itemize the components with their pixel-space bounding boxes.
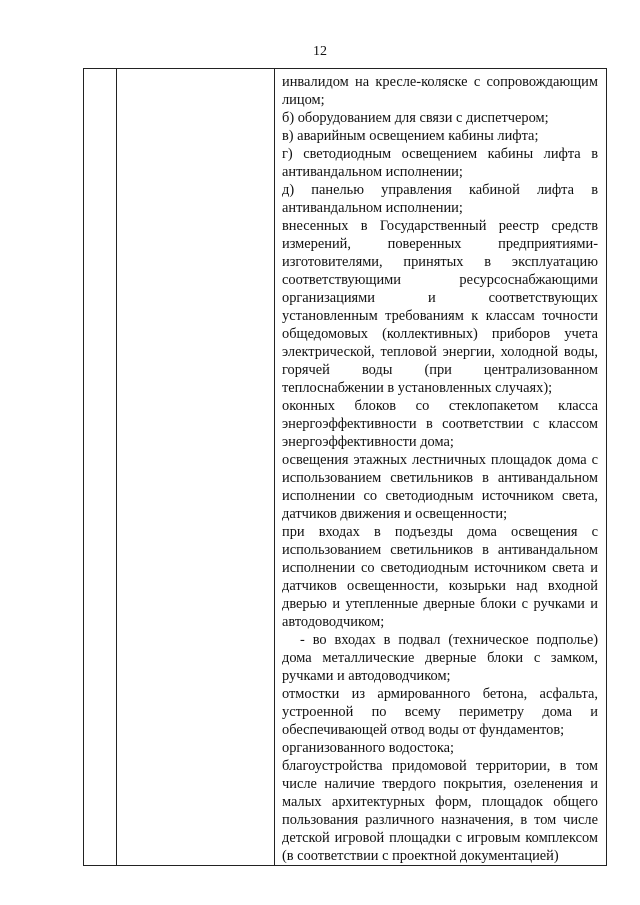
- paragraph: б) оборудованием для связи с диспетчером;: [282, 110, 549, 126]
- paragraph: - во входах в подвал (техническое подполье) дома металлические дверные блоки с замком, ручками и автодоводчиком;: [282, 632, 598, 684]
- description-text: [275, 69, 606, 865]
- table-cell-description: [275, 69, 607, 866]
- page-number: 12: [313, 44, 327, 59]
- table-cell-name: [117, 69, 275, 866]
- paragraph: в) аварийным освещением кабины лифта;: [282, 128, 539, 144]
- table-row: [84, 69, 607, 866]
- paragraph: инвалидом на кресле-коляске с сопровождающим лицом;: [282, 74, 598, 108]
- paragraph: оконных блоков со стеклопакетом класса энергоэффективности в соответствии с классом энергоэффективности дома;: [282, 398, 598, 450]
- paragraph: при входах в подъезды дома освещения с использованием светильников в антивандальном исполнении со светодиодным источником света и датчиков освещенности, козырьки над входной дверью и утепленные дверные блоки с ручками и автодоводчиком;: [282, 524, 598, 630]
- paragraph: организованного водостока;: [282, 740, 454, 756]
- paragraph: внесенных в Государственный реестр средств измерений, поверенных предприятиями-изготовителями, принятых в эксплуатацию соответствующими ресурсоснабжающими организациями и соответствующих установленным требованиям к классам точности общедомовых (коллективных) приборов учета электрической, тепловой энергии, холодной воды, горячей воды (при централизованном теплоснабжении в установленных случаях);: [282, 218, 598, 396]
- paragraph: освещения этажных лестничных площадок дома с использованием светильников в антивандальном исполнении со светодиодным источником света, датчиков движения и освещенности;: [282, 452, 598, 522]
- paragraph: г) светодиодным освещением кабины лифта в антивандальном исполнении;: [282, 146, 598, 180]
- paragraph: д) панелью управления кабиной лифта в антивандальном исполнении;: [282, 182, 598, 216]
- paragraph: отмостки из армированного бетона, асфальта, устроенной по всему периметру дома и обеспечивающей отвод воды от фундаментов;: [282, 686, 598, 738]
- paragraph: благоустройства придомовой территории, в том числе наличие твердого покрытия, озеленения и малых архитектурных форм, площадок общего пользования различного назначения, в том числе детской игровой площадки с игровым комплексом (в соответствии с проектной документацией): [282, 758, 598, 864]
- requirements-table: [83, 68, 607, 866]
- table-cell-number: [84, 69, 117, 866]
